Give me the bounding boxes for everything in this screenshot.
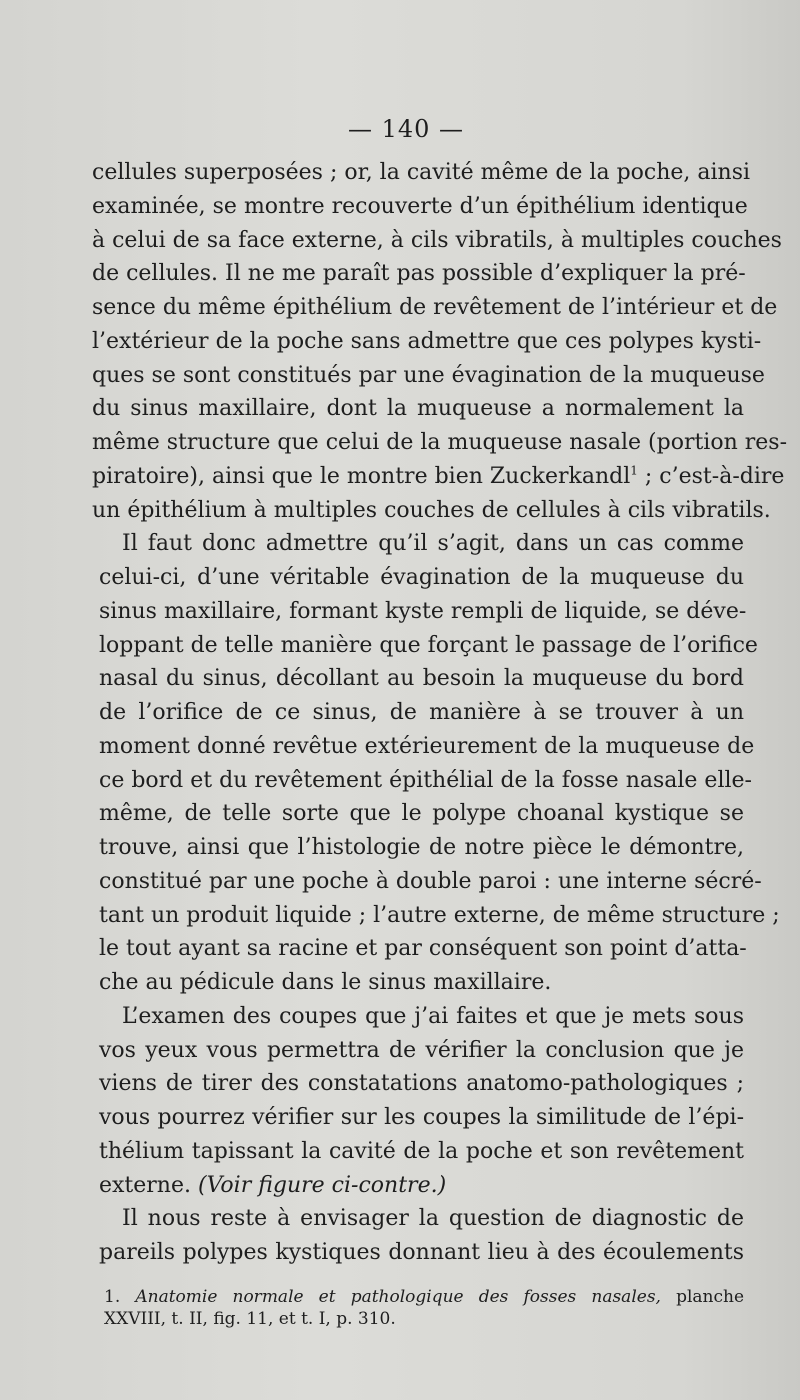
text-line-with-footnote-ref	[92, 460, 785, 494]
text-line: trouve, ainsi que l’histologie de notre pièce le démontre,	[99, 835, 744, 860]
text-line: un épithélium à multiples couches de cellules à cils vibratils.	[92, 497, 771, 523]
text-line: celui-ci, d’une véritable évagination de la muqueuse du	[99, 565, 744, 590]
text-line: pareils polypes kystiques donnant lieu à des écoulements	[99, 1240, 744, 1265]
footnote	[104, 1286, 744, 1330]
paragraph-2	[92, 527, 780, 1000]
text-line: ques se sont constitués par une évagination de la muqueuse	[92, 362, 765, 388]
text-line: sinus maxillaire, formant kyste rempli de liquide, se déve-	[99, 598, 747, 624]
text-line: du sinus maxillaire, dont la muqueuse a normalement la	[92, 396, 744, 422]
text-fragment: piratoire), ainsi que le montre bien Zuckerkandl	[92, 463, 631, 489]
text-line: de l’orifice de ce sinus, de manière à se trouver à un	[99, 700, 744, 725]
text-line: viens de tirer des constatations anatomo-pathologiques ;	[99, 1071, 744, 1097]
text-fragment: externe.	[99, 1172, 198, 1198]
text-fragment: planche	[660, 1287, 745, 1307]
text-line: sence du même épithélium de revêtement de l’intérieur et de	[92, 295, 778, 320]
text-line	[99, 1169, 744, 1203]
page-number: — 140 —	[347, 115, 465, 143]
text-line: ce bord et du revêtement épithélial de la fosse nasale elle-	[99, 767, 752, 793]
footnote-line: XXVIII, t. II, fig. 11, et t. I, p. 310.	[104, 1309, 396, 1329]
text-line: l’extérieur de la poche sans admettre que ces polypes kysti-	[92, 328, 762, 354]
text-line: tant un produit liquide ; l’autre externe, de même structure ;	[99, 902, 780, 928]
text-line: L’examen des coupes que j’ai faites et que je mets sous	[122, 1003, 744, 1029]
text-line: même structure que celui de la muqueuse nasale (portion res-	[92, 430, 787, 455]
text-line: vous pourrez vérifier sur les coupes la similitude de l’épi-	[99, 1105, 744, 1130]
figure-reference: (Voir figure ci-contre.)	[197, 1172, 447, 1198]
text-line: moment donné revêtue extérieurement de la muqueuse de	[99, 733, 755, 759]
paragraph-1	[92, 156, 787, 527]
text-line: Il nous reste à envisager la question de diagnostic de	[122, 1206, 744, 1232]
text-line: Il faut donc admettre qu’il s’agit, dans un cas comme	[122, 531, 744, 557]
footnote-reference[interactable]: 1	[630, 463, 638, 478]
text-line: à celui de sa face externe, à cils vibratils, à multiples couches	[92, 227, 782, 253]
text-line: thélium tapissant la cavité de la poche et son revêtement	[99, 1138, 744, 1164]
text-line: nasal du sinus, décollant au besoin la muqueuse du bord	[99, 666, 744, 692]
text-line: loppant de telle manière que forçant le passage de l’orifice	[99, 632, 758, 658]
footnote-line	[104, 1286, 744, 1308]
text-line: examinée, se montre recouverte d’un épithélium identique	[92, 193, 748, 219]
footnote-title: Anatomie normale et pathologique des fosses nasales,	[135, 1287, 661, 1307]
text-line: constitué par une poche à double paroi : une interne sécré-	[99, 868, 762, 894]
footnote-marker: 1.	[104, 1287, 136, 1307]
text-line: de cellules. Il ne me paraît pas possible d’expliquer la pré-	[92, 261, 746, 287]
body-text	[92, 156, 787, 1270]
text-line: le tout ayant sa racine et par conséquent son point d’atta-	[99, 936, 747, 962]
paragraph-4	[92, 1202, 744, 1270]
text-line: vos yeux vous permettra de vérifier la conclusion que je	[99, 1037, 744, 1063]
text-fragment: ; c’est-à-dire	[637, 463, 785, 489]
text-line: cellules superposées ; or, la cavité même de la poche, ainsi	[92, 160, 751, 185]
text-line: même, de telle sorte que le polype choanal kystique se	[99, 801, 744, 827]
paragraph-3	[92, 1000, 744, 1203]
text-line: che au pédicule dans le sinus maxillaire.	[99, 970, 552, 995]
